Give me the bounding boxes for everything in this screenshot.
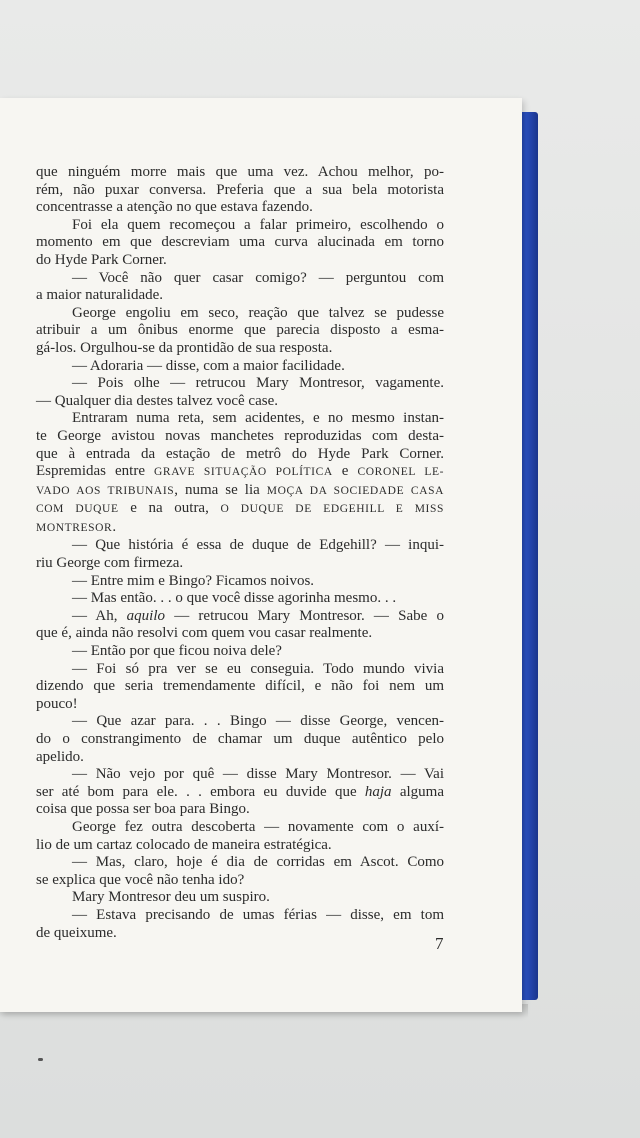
text-run: — Estava precisando de umas férias — disse, em tom <box>72 906 444 923</box>
text-run: George engoliu em seco, reação que talvez se pudesse <box>72 304 444 321</box>
text-line <box>36 678 444 696</box>
text-line <box>36 287 444 305</box>
text-run: — Adoraria — disse, com a maior facilidade. <box>72 357 345 374</box>
text-run: ser até bom para ele. . . embora eu duvide que <box>36 783 365 800</box>
dust-speck <box>38 1058 43 1061</box>
text-run: momento em que descreviam uma curva alucinada em torno <box>36 234 444 251</box>
text-run: , numa se lia <box>174 481 267 498</box>
text-run: rém, não puxar conversa. Preferia que a sua bela motorista <box>36 181 444 198</box>
text-line <box>36 661 444 679</box>
text-run: que à entrada da estação de metrô do Hyde Park Corner. <box>36 445 444 462</box>
text-line <box>36 872 444 890</box>
text-run: Espremidas entre <box>36 463 155 480</box>
text-run: — Entre mim e Bingo? Ficamos noivos. <box>72 572 315 589</box>
text-line <box>36 925 444 943</box>
text-line <box>36 410 444 428</box>
text-line <box>36 500 444 519</box>
page-number: 7 <box>435 934 444 953</box>
text-line <box>36 854 444 872</box>
text-line <box>36 696 444 714</box>
text-run: — Não vejo por quê — disse Mary Montresor. — Vai <box>72 766 444 783</box>
text-line <box>36 889 444 907</box>
text-line <box>36 713 444 731</box>
text-run: que ninguém morre mais que uma vez. Achou melhor, po- <box>36 164 444 180</box>
text-line <box>36 322 444 340</box>
text-run: lio de um cartaz colocado de maneira estratégica. <box>36 836 332 853</box>
text-line <box>36 234 444 252</box>
text-run: — Ah, <box>72 607 127 624</box>
small-caps-text: MONTRESOR <box>36 521 113 534</box>
text-run: dizendo que seria tremendamente difícil, e não foi nem um <box>36 678 444 695</box>
text-run: pouco! <box>36 695 78 712</box>
small-caps-text: CORONEL LE- <box>357 466 445 479</box>
small-caps-text: MOÇA DA SOCIEDADE CASA <box>266 484 444 497</box>
text-run: concentrasse a atenção no que estava fazendo. <box>36 199 313 216</box>
text-run: — Mas, claro, hoje é dia de corridas em Ascot. Como <box>72 854 444 871</box>
text-run: coisa que possa ser boa para Bingo. <box>36 801 250 818</box>
text-line <box>36 907 444 925</box>
small-caps-text: O DUQUE DE EDGEHILL E MISS <box>220 503 444 516</box>
text-line <box>36 643 444 661</box>
small-caps-text: VADO AOS TRIBUNAIS <box>36 484 175 497</box>
text-run: gá-los. Orgulhou-se da prontidão de sua resposta. <box>36 339 333 356</box>
text-line <box>36 801 444 819</box>
text-line <box>36 270 444 288</box>
text-line <box>36 731 444 749</box>
text-run: — retrucou Mary Montresor. — Sabe o <box>165 607 444 624</box>
text-line <box>36 837 444 855</box>
text-run: — Foi só pra ver se eu conseguia. Todo mundo vivia <box>72 660 444 677</box>
text-run: George fez outra descoberta — novamente com o auxí- <box>72 818 444 835</box>
text-run: e <box>332 463 358 480</box>
text-line <box>36 340 444 358</box>
text-line <box>36 537 444 555</box>
text-line <box>36 519 444 538</box>
text-line <box>36 482 444 501</box>
text-run: do Hyde Park Corner. <box>36 251 167 268</box>
text-run: Entraram numa reta, sem acidentes, e no mesmo instan- <box>72 410 444 427</box>
small-caps-text: COM DUQUE <box>36 503 119 516</box>
text-run: — Que história é essa de duque de Edgehill? — inqui- <box>72 537 444 554</box>
text-run: atribuir a um ônibus enorme que parecia disposto a esma- <box>36 322 444 339</box>
text-run: apelido. <box>36 748 84 765</box>
text-line <box>36 749 444 767</box>
text-line <box>36 358 444 376</box>
text-run: — Pois olhe — retrucou Mary Montresor, vagamente. <box>72 375 444 392</box>
text-line <box>36 182 444 200</box>
text-line <box>36 463 444 482</box>
text-run: . <box>112 518 117 535</box>
text-run: e na outra, <box>118 500 221 517</box>
text-line <box>36 766 444 784</box>
text-line <box>36 555 444 573</box>
text-line <box>36 573 444 591</box>
text-run: Mary Montresor deu um suspiro. <box>72 889 270 906</box>
text-run: — Então por que ficou noiva dele? <box>72 643 282 660</box>
italic-text: haja <box>364 783 392 800</box>
text-line <box>36 393 444 411</box>
text-run: do o constrangimento de chamar um duque autêntico pelo <box>36 731 444 747</box>
text-run: — Você não quer casar comigo? — perguntou com <box>72 269 444 286</box>
text-line <box>36 819 444 837</box>
text-line <box>36 446 444 464</box>
text-run: — Qualquer dia destes talvez você case. <box>36 392 278 409</box>
text-line <box>36 590 444 608</box>
text-run: de queixume. <box>36 924 117 941</box>
page-text <box>36 164 444 942</box>
text-run: se explica que você não tenha ido? <box>36 871 245 888</box>
text-line <box>36 164 444 182</box>
text-line <box>36 428 444 446</box>
text-run: te George avistou novas manchetes reproduzidas com desta- <box>36 427 444 444</box>
text-line <box>36 199 444 217</box>
small-caps-text: GRAVE SITUAÇÃO POLÍTICA <box>154 466 333 479</box>
text-line <box>36 625 444 643</box>
text-run: alguma <box>391 783 444 800</box>
text-line <box>36 305 444 323</box>
text-run: que é, ainda não resolvi com quem vou casar realmente. <box>36 625 373 642</box>
text-line <box>36 608 444 626</box>
text-run: — Que azar para. . . Bingo — disse George, vencen- <box>72 713 444 730</box>
text-run: — Mas então. . . o que você disse agorinha mesmo. . . <box>72 590 397 607</box>
text-run: riu George com firmeza. <box>36 555 184 572</box>
text-line <box>36 375 444 393</box>
text-line <box>36 217 444 235</box>
text-run: a maior naturalidade. <box>36 287 164 304</box>
text-line <box>36 252 444 270</box>
italic-text: aquilo <box>126 607 166 624</box>
text-run: Foi ela quem recomeçou a falar primeiro, escolhendo o <box>72 216 444 233</box>
text-line <box>36 784 444 802</box>
